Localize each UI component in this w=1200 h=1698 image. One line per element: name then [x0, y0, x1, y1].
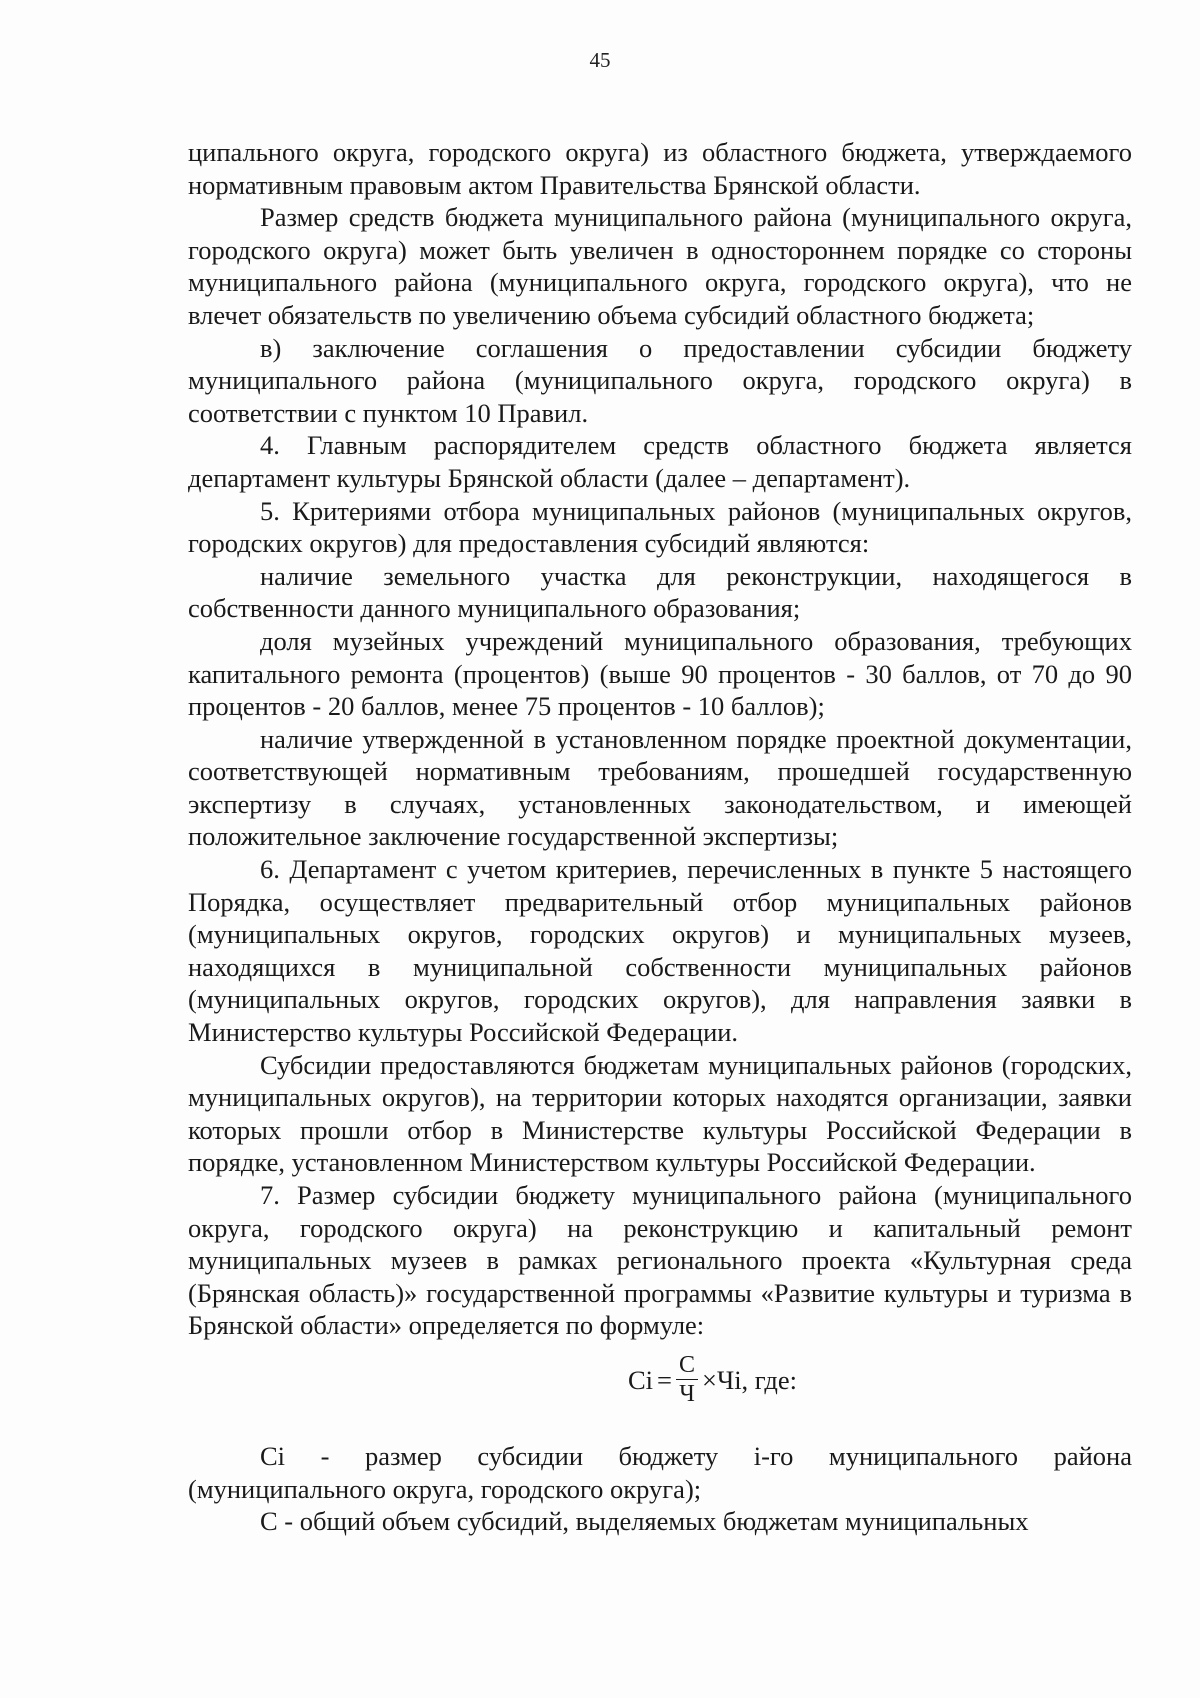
paragraph: доля музейных учреждений муниципального образования, требующих капитального ремонта (процентов) (выше 90 процентов - 30 баллов, от 70 до 90 процентов - 20 баллов, менее 75 процентов - 10 баллов);	[188, 625, 1132, 722]
paragraph: Размер средств бюджета муниципального района (муниципального округа, городского округа) может быть увеличен в одностороннем порядке со стороны муниципального района (муниципального округа, городского округа), что не влечет обязательств по увеличению объема субсидий областного бюджета;	[188, 202, 1132, 330]
paragraph: 7. Размер субсидии бюджету муниципального района (муниципального округа, городского округа) на реконструкцию и капитальный ремонт муниципальных музеев в рамках регионального проекта «Культурная среда (Брянская область)» государственной программы «Развитие культуры и туризма в Брянской области» определяется по формуле:	[188, 1180, 1132, 1341]
formula-rhs: Чi, где:	[716, 1364, 797, 1395]
paragraph: в) заключение соглашения о предоставлении субсидии бюджету муниципального района (муниципального округа, городского округа) в соответствии с пунктом 10 Правил.	[188, 332, 1132, 428]
page-number: 45	[589, 48, 611, 72]
paragraph: наличие утвержденной в установленном порядке проектной документации, соответствующей нормативным требованиям, прошедшей государственную экспертизу в случаях, установленных законодательством, и имеющей положительное заключение государственной экспертизы;	[188, 723, 1132, 852]
formula-numerator: C	[676, 1353, 698, 1380]
formula-lhs: Ci	[628, 1364, 654, 1395]
formula-denominator: Ч	[679, 1381, 695, 1408]
paragraph: 6. Департамент с учетом критериев, перечисленных в пункте 5 настоящего Порядка, осуществляет предварительный отбор муниципальных районов (муниципальных округов, городских округов) и муниципальных музеев, находящихся в муниципальной собственности муниципальных районов (муниципальных округов, городских округов), для направления заявки в Министерство культуры Российской Федерации.	[188, 854, 1132, 1048]
formula-equals: =	[657, 1364, 672, 1395]
definition-paragraph: С - общий объем субсидий, выделяемых бюджетам муниципальных	[260, 1506, 1029, 1537]
subsidy-formula	[188, 1350, 1132, 1410]
definition-paragraph: Ci - размер субсидии бюджету i-го муниципального района (муниципального округа, городского округа);	[188, 1440, 1132, 1504]
paragraph: наличие земельного участка для реконструкции, находящегося в собственности данного муниципального образования;	[188, 560, 1132, 624]
paragraph: 4. Главным распорядителем средств областного бюджета является департамент культуры Брянской области (далее – департамент).	[188, 430, 1132, 493]
document-body	[188, 136, 1132, 1538]
formula-fraction	[676, 1353, 698, 1406]
paragraph-continuation: ципального округа, городского округа) из областного бюджета, утверждаемого нормативным правовым актом Правительства Брянской области.	[188, 137, 1132, 200]
formula-times: ×	[702, 1364, 717, 1395]
paragraph: Субсидии предоставляются бюджетам муниципальных районов (городских, муниципальных округов), на территории которых находятся организации, заявки которых прошли отбор в Министерстве культуры Российской Федерации в порядке, установленном Министерством культуры Российской Федерации.	[188, 1049, 1132, 1178]
paragraph: 5. Критериями отбора муниципальных районов (муниципальных округов, городских округов) для предоставления субсидий являются:	[188, 495, 1132, 559]
